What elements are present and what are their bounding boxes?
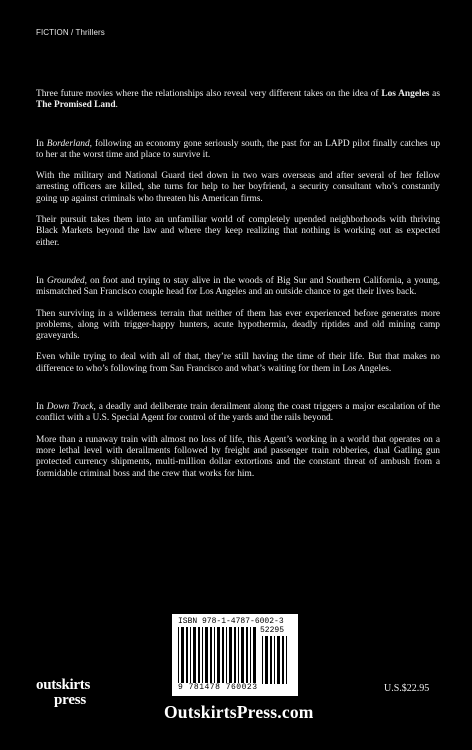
barcode-bar [238,627,239,683]
addon-barcode-bars [262,636,288,684]
down-track-paragraph-1: In Down Track, a deadly and deliberate train derailment along the coast triggers a major escalation of the conflict with a U.S. Special Agent for control of the yards and the rails beyond. [36,402,440,424]
barcode-bar [198,627,200,683]
barcode-bar [229,627,232,683]
down-track-paragraph-2: More than a runaway train with almost no loss of life, this Agent’s working in a world that operates on a more lethal level with derailments followed by freight and passenger train robberies, dual Gatling gun protected currency shipments, multi-million dollar extortions and the constant threat of ambush from a formidable criminal boss and the crew that works for him. [36,434,440,479]
barcode-bar [222,627,224,683]
borderland-paragraph-3: Their pursuit takes them into an unfamiliar world of completely upended neighborhoods with thriving Black Markets beyond the law and where they keep realizing that nothing is working out as expected either. [36,215,440,248]
barcode-bar [186,627,188,683]
isbn-barcode [172,614,298,696]
city-name: Los Angeles [381,89,430,99]
grounded-title: Grounded [46,275,85,286]
borderland-paragraph-1: In Borderland, following an economy gone seriously south, the past for an LAPD pilot finally catches up to her at the worst time and place to survive it. [36,138,441,160]
grounded-paragraph-3: Even while trying to deal with all of that, they’re still having the time of their life. But that makes no difference to who’s following from San Francisco and what’s waiting for them in Los Angeles. [36,352,440,374]
barcode-bar [250,627,251,683]
isbn-label: ISBN 978-1-4787-6002-3 [178,617,284,626]
barcode-bar [193,627,196,683]
barcode-bar [234,627,236,683]
barcode-bar [241,627,244,683]
borderland-title: Borderland [46,138,90,149]
promised-land: The Promised Land [36,100,116,111]
publisher-logo [36,678,100,720]
barcode-bar [178,627,179,683]
borderland-paragraph-2: With the military and National Guard tied down in two wars overseas and after several of her fellow arresting officers are killed, she turns for help to her boyfriend, a security consultant who’s constantly going up against criminals who threaten his American firms. [36,171,440,204]
grounded-paragraph-2: Then surviving in a wilderness terrain that neither of them has ever experienced before generates more problems, along with trigger-happy hunters, acute hypothermia, deadly riptides and old mining camp graveyards. [36,308,440,342]
logo-line-2: press [54,692,87,708]
ean-digits: 9 781478 760023 [178,683,258,692]
price-code: 52295 [260,626,285,635]
retail-price: U.S.$22.95 [384,683,430,694]
barcode-bar [270,636,272,684]
grounded-paragraph-1: In Grounded, on foot and trying to stay alive in the woods of Big Sur and Southern California, a young, mismatched San Francisco couple head for Los Angeles and an outside chance to get their lives back. [36,275,440,298]
barcode-bar [205,627,208,683]
barcode-bar [217,627,220,683]
category-label: FICTION / Thrillers [36,28,105,37]
barcode-bar [286,636,287,684]
barcode-bar [246,627,248,683]
barcode-bar [282,636,284,684]
barcode-bar [262,636,263,684]
barcode-bar [226,627,227,683]
logo-line-1: outskirts [36,677,90,693]
barcode-bar [210,627,212,683]
barcode-bars [178,627,256,683]
publisher-website: OutskirtsPress.com [164,702,314,722]
barcode-bar [253,627,256,683]
barcode-bar [265,636,268,684]
barcode-bar [202,627,203,683]
down-track-title: Down Track [46,402,94,413]
barcode-bar [277,636,280,684]
barcode-bar [274,636,275,684]
barcode-bar [181,627,184,683]
blurb-text [36,89,440,490]
barcode-bar [214,627,215,683]
intro-paragraph: Three future movies where the relationships also reveal very different takes on the idea of Los Angeles as The Promised Land. [36,89,440,111]
barcode-bar [190,627,191,683]
